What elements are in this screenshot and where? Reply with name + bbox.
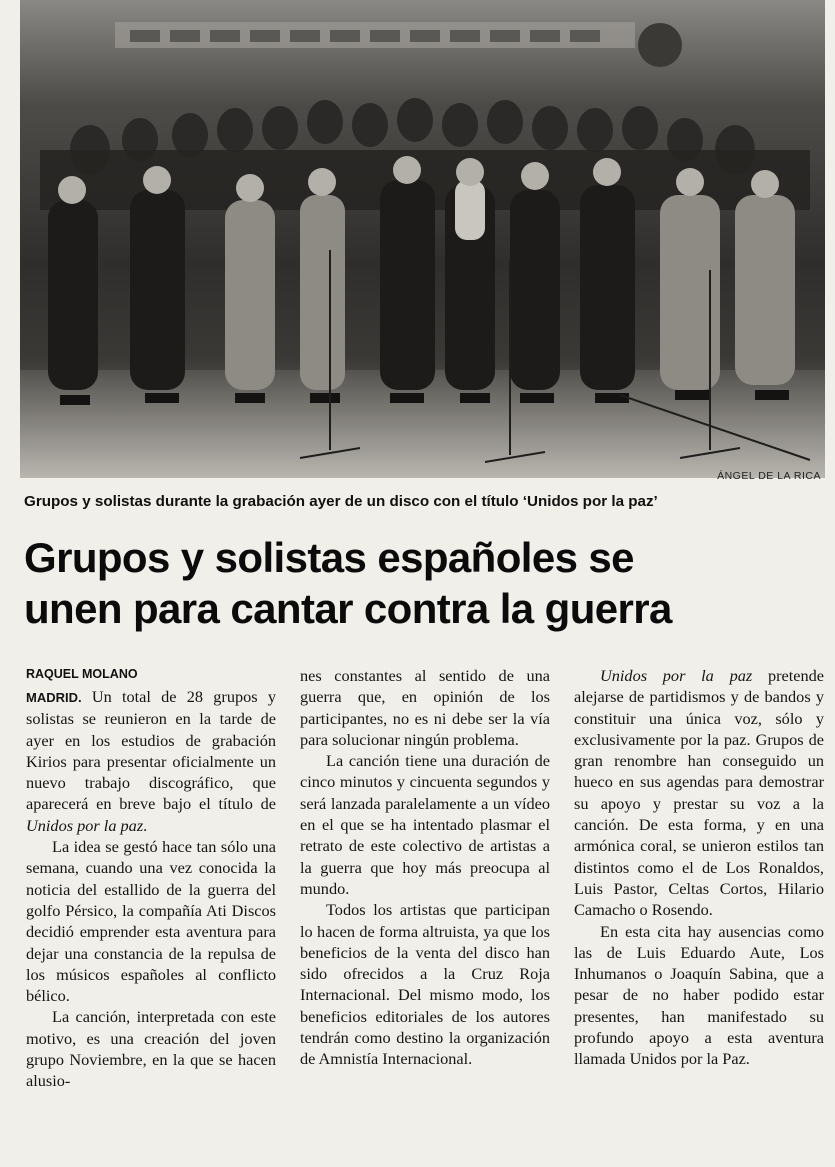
photo-credit: ÁNGEL DE LA RICA: [717, 470, 821, 482]
paragraph: [574, 665, 824, 921]
paragraph: La canción tiene una duración de cinco minutos y cincuenta segundos y será lanzada paralelamente a un vídeo en el que se ha intentado plasmar el retrato de este colectivo de artistas a la guerra que hoy más preocupa al mundo.: [300, 751, 550, 898]
paragraph: La canción, interpretada con este motivo, es una creación del joven grupo Noviembre, en la que se hacen alusio-: [26, 1007, 276, 1091]
paragraph: En esta cita hay ausencias como las de Luis Eduardo Aute, Los Inhumanos o Joaquín Sabina, que a pesar de no haber podido estar presentes, han manifestado su profundo apoyo a esta aventura llamada Unidos por la Paz.: [574, 921, 824, 1069]
paragraph: [26, 686, 276, 836]
dateline: MADRID.: [26, 690, 82, 705]
paragraph: nes constantes al sentido de una guerra que, en opinión de los participantes, no es ni debe ser la vía para solucionar ningún problema.: [300, 666, 550, 749]
album-title: Unidos por la paz: [600, 666, 753, 685]
headline-line-2: unen para cantar contra la guerra: [24, 585, 672, 632]
article-column-2: [300, 665, 550, 1070]
photo-caption: Grupos y solistas durante la grabación ayer de un disco con el título ‘Unidos por la paz’: [24, 493, 658, 510]
paragraph-end: .: [143, 815, 148, 835]
byline: RAQUEL MOLANO: [26, 667, 138, 681]
group-photo-illustration: [20, 0, 825, 478]
headline-line-1: Grupos y solistas españoles se: [24, 534, 634, 581]
article-headline: [24, 532, 824, 634]
group-photo: [20, 0, 825, 478]
paragraph-text: pretende alejarse de partidismos y de bandos y constituir una única voz, sólo y exclusivamente por la paz. Grupos de gran renombre han conseguido un hueco en sus agendas para demostrar su apoyo y prestar su voz a la canción. De esta forma, y en una armónica coral, se unieron estilos tan distintos como el de Los Ronaldos, Luis Pastor, Celtas Cortos, Hilario Camacho o Rosendo.: [574, 666, 824, 920]
paragraph-text: Un total de 28 grupos y solistas se reunieron en la tarde de ayer en los estudios de grabación Kirios para presentar oficialmente un nuevo trabajo discográfico, que aparecerá en breve bajo el título de: [26, 687, 276, 814]
article-column-3: [574, 665, 824, 1070]
album-title: Unidos por la paz: [26, 815, 144, 835]
paragraph: La idea se gestó hace tan sólo una semana, cuando una vez conocida la noticia del estallido de la guerra del golfo Pérsico, la compañía Ati Discos decidió emprender esta aventura para dejar una constancia de la repulsa de los músicos españoles al conflicto bélico.: [26, 837, 276, 1006]
article-column-1: [26, 686, 276, 1092]
paragraph: Todos los artistas que participan lo hacen de forma altruista, ya que los beneficios de la venta del disco han sido ofrecidos a la Cruz Roja Internacional. Del mismo modo, los beneficios editoriales de los autores tendrán como destino la organización de Amnistía Internacional.: [300, 900, 550, 1069]
